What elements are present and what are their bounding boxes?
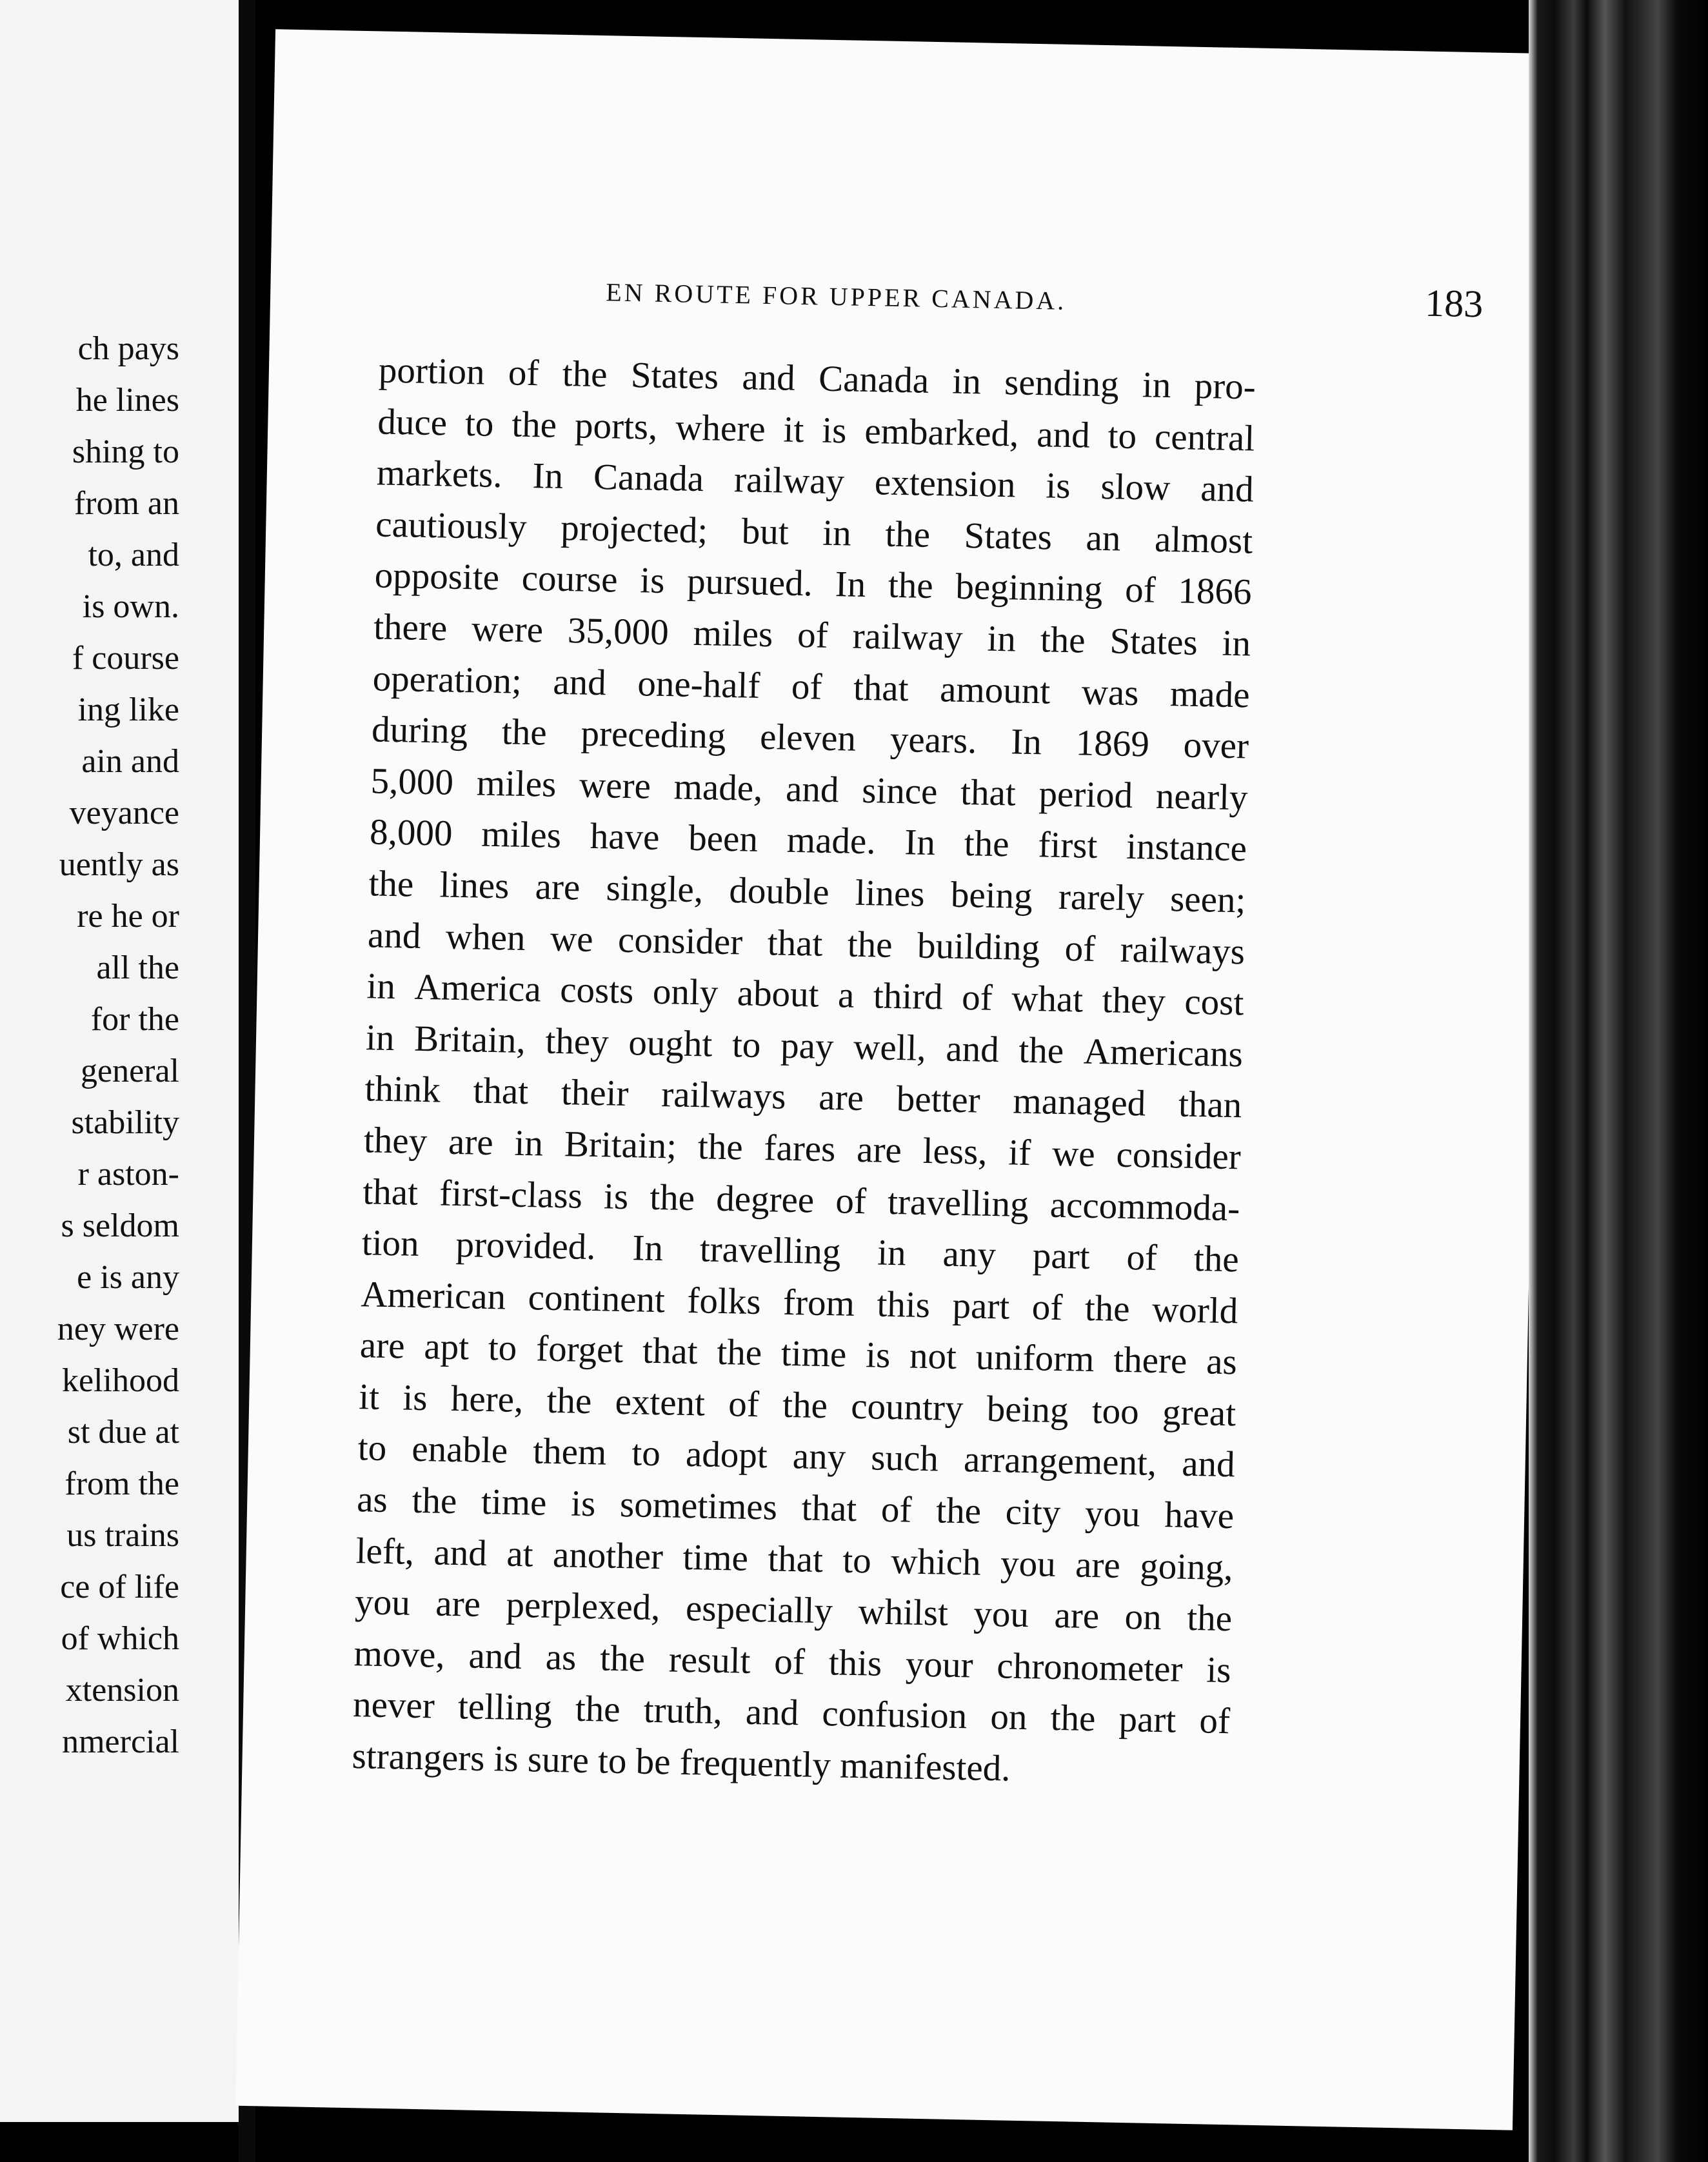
word: accommoda- bbox=[1049, 1184, 1240, 1229]
word: sending bbox=[1004, 362, 1120, 405]
left-page-line: uently as bbox=[59, 846, 179, 883]
word: the bbox=[1040, 619, 1086, 661]
word: and bbox=[433, 1532, 488, 1574]
word: was bbox=[1081, 671, 1140, 713]
word: and bbox=[945, 1028, 1000, 1070]
word: is bbox=[402, 1377, 428, 1419]
word: being bbox=[950, 874, 1033, 917]
left-page-line: kelihood bbox=[62, 1362, 179, 1399]
word: of bbox=[1198, 1700, 1231, 1742]
word: Canada bbox=[818, 358, 929, 401]
word: perplexed, bbox=[505, 1584, 661, 1629]
left-page-line: ce of life bbox=[60, 1569, 179, 1605]
word: they bbox=[1102, 980, 1166, 1022]
word: railways bbox=[660, 1074, 787, 1118]
word: to bbox=[631, 1433, 661, 1474]
word: America bbox=[413, 966, 542, 1010]
word: 35,000 bbox=[567, 610, 670, 653]
word: and bbox=[1036, 413, 1091, 456]
word: you bbox=[354, 1582, 411, 1623]
word: single, bbox=[606, 868, 704, 911]
word: here, bbox=[450, 1378, 524, 1420]
word: are bbox=[1075, 1544, 1121, 1586]
word: the bbox=[964, 823, 1010, 865]
word: that bbox=[853, 667, 909, 709]
word: arrangement, bbox=[963, 1439, 1157, 1484]
word: costs bbox=[559, 969, 634, 1012]
word: not bbox=[909, 1335, 957, 1378]
word: almost bbox=[1154, 519, 1253, 562]
word: what bbox=[1011, 978, 1084, 1020]
word: lines bbox=[439, 864, 510, 907]
word: is bbox=[1045, 465, 1071, 507]
word: central bbox=[1154, 416, 1255, 459]
left-page-line: ing like bbox=[77, 691, 179, 728]
word: the bbox=[697, 1126, 744, 1168]
word: to bbox=[357, 1427, 387, 1469]
word: eleven bbox=[759, 717, 857, 759]
word: are bbox=[856, 1129, 902, 1171]
word: and bbox=[785, 768, 840, 811]
word: States bbox=[1109, 620, 1198, 663]
word: country bbox=[850, 1385, 964, 1429]
word: miles bbox=[481, 814, 562, 857]
left-page-line: all the bbox=[96, 949, 179, 986]
word: on bbox=[989, 1696, 1028, 1738]
word: left, bbox=[355, 1530, 415, 1572]
left-page-line: xtension bbox=[65, 1672, 179, 1709]
word: miles bbox=[476, 762, 557, 805]
word: railway bbox=[733, 459, 845, 502]
word: part bbox=[1118, 1699, 1177, 1741]
word: you bbox=[1084, 1493, 1141, 1535]
word: confusion bbox=[821, 1693, 968, 1737]
word: the bbox=[412, 1480, 457, 1522]
word: move, bbox=[353, 1632, 446, 1676]
word: the bbox=[599, 1638, 646, 1680]
word: to bbox=[1107, 415, 1137, 457]
word: when bbox=[445, 916, 526, 958]
word: first-class bbox=[439, 1173, 583, 1216]
word: of bbox=[1031, 1286, 1063, 1328]
word: truth, bbox=[643, 1690, 723, 1732]
word: railways bbox=[1120, 929, 1246, 972]
word: have bbox=[1164, 1494, 1235, 1537]
word: one-half bbox=[637, 662, 760, 706]
word: world bbox=[1151, 1289, 1238, 1331]
word: over bbox=[1183, 724, 1249, 767]
word: is bbox=[821, 410, 848, 451]
word: and bbox=[1200, 468, 1255, 510]
word: another bbox=[552, 1534, 664, 1577]
word: about bbox=[737, 973, 820, 1015]
word: any bbox=[942, 1233, 997, 1276]
word: sometimes bbox=[619, 1484, 778, 1528]
word: first bbox=[1037, 824, 1098, 867]
word: of bbox=[1064, 927, 1096, 969]
word: the bbox=[1050, 1698, 1096, 1740]
word: too bbox=[1091, 1390, 1140, 1433]
word: that bbox=[801, 1487, 857, 1530]
word: them bbox=[532, 1431, 607, 1474]
word: Canada bbox=[593, 457, 704, 500]
word: in bbox=[365, 1017, 395, 1058]
word: portion bbox=[378, 350, 486, 393]
word: instance bbox=[1126, 826, 1247, 869]
word: as bbox=[356, 1479, 388, 1521]
word: the bbox=[1193, 1238, 1240, 1280]
word: and bbox=[1181, 1443, 1236, 1485]
left-page-line: he lines bbox=[75, 382, 179, 419]
left-page-line: us trains bbox=[66, 1517, 179, 1554]
word: that bbox=[767, 1538, 824, 1580]
word: your bbox=[905, 1643, 974, 1686]
word: that bbox=[642, 1330, 699, 1373]
left-page-line: e is any bbox=[77, 1259, 179, 1296]
word: only bbox=[652, 971, 719, 1013]
word: is bbox=[603, 1175, 629, 1217]
word: it bbox=[358, 1376, 380, 1418]
word: any bbox=[792, 1436, 846, 1478]
word: is bbox=[639, 560, 665, 602]
word: in bbox=[822, 512, 852, 554]
word: the bbox=[1084, 1287, 1131, 1329]
left-page-line: from the bbox=[65, 1465, 179, 1502]
word: part bbox=[1032, 1235, 1091, 1277]
word: fares bbox=[763, 1127, 836, 1170]
word: of bbox=[880, 1489, 913, 1531]
word: cost bbox=[1184, 981, 1244, 1024]
word: during bbox=[371, 709, 468, 752]
body-text bbox=[352, 344, 1256, 1798]
word: this bbox=[828, 1642, 882, 1684]
word: pursued. bbox=[686, 561, 813, 604]
word: and bbox=[741, 357, 796, 399]
running-head bbox=[605, 265, 1484, 326]
word: that bbox=[960, 771, 1017, 814]
word: ought bbox=[628, 1022, 713, 1065]
word: cautiously bbox=[375, 504, 528, 548]
word: of bbox=[728, 1383, 760, 1425]
word: of bbox=[791, 666, 823, 708]
word: In bbox=[835, 564, 866, 606]
word: in bbox=[1142, 364, 1171, 406]
word: of bbox=[797, 614, 829, 656]
word: 5,000 bbox=[370, 760, 454, 803]
word: degree bbox=[715, 1178, 815, 1221]
left-page-line: r aston- bbox=[77, 1156, 179, 1193]
word: the bbox=[1018, 1029, 1064, 1071]
word: the bbox=[546, 1380, 592, 1422]
word: never bbox=[352, 1684, 435, 1727]
word: are bbox=[435, 1583, 481, 1625]
word: were bbox=[579, 764, 651, 807]
word: operation; bbox=[372, 657, 522, 702]
word: of bbox=[773, 1641, 806, 1683]
word: especially bbox=[685, 1588, 833, 1632]
word: the bbox=[888, 565, 934, 607]
word: 1866 bbox=[1177, 570, 1253, 613]
word: continent bbox=[528, 1276, 666, 1320]
word: forget bbox=[535, 1328, 624, 1371]
word: Americans bbox=[1083, 1031, 1244, 1075]
word: provided. bbox=[455, 1224, 597, 1268]
left-page-line: s seldom bbox=[61, 1207, 179, 1244]
word: are bbox=[535, 866, 581, 908]
word: American bbox=[360, 1273, 506, 1318]
word: as bbox=[1206, 1341, 1238, 1383]
page-block-edge bbox=[1529, 0, 1708, 2162]
word: of bbox=[835, 1180, 867, 1222]
left-page-line: ain and bbox=[81, 743, 179, 780]
word: result bbox=[668, 1639, 751, 1681]
word: made. bbox=[786, 820, 877, 862]
word: 8,000 bbox=[369, 811, 453, 855]
word: you bbox=[973, 1593, 1029, 1636]
left-page-line: shing to bbox=[72, 433, 179, 470]
word: and bbox=[468, 1635, 522, 1677]
word: States bbox=[630, 354, 719, 397]
left-facing-page bbox=[0, 0, 239, 2122]
word: and bbox=[552, 661, 607, 703]
word: to bbox=[731, 1024, 762, 1066]
word: of bbox=[1124, 570, 1157, 611]
word: city bbox=[1005, 1491, 1061, 1534]
word: opposite bbox=[374, 555, 500, 599]
word: you bbox=[1000, 1542, 1057, 1585]
running-title: EN ROUTE FOR UPPER CANADA. bbox=[605, 277, 1067, 315]
word: to bbox=[488, 1327, 517, 1369]
word: period bbox=[1038, 773, 1133, 816]
word: well, bbox=[853, 1026, 927, 1069]
word: lines bbox=[855, 872, 926, 915]
word: travelling bbox=[887, 1181, 1029, 1225]
word: beginning bbox=[955, 566, 1104, 610]
word: made bbox=[1169, 673, 1251, 716]
word: the bbox=[782, 1384, 828, 1426]
word: tion bbox=[361, 1222, 420, 1264]
word: the bbox=[575, 1689, 621, 1731]
left-page-line: general bbox=[80, 1053, 179, 1089]
word: years. bbox=[889, 719, 978, 762]
word: since bbox=[861, 769, 938, 812]
word: seen; bbox=[1169, 878, 1246, 921]
word: double bbox=[728, 869, 830, 913]
word: extent bbox=[615, 1381, 706, 1424]
left-page-line: from an bbox=[74, 485, 179, 522]
left-page-line: ney were bbox=[57, 1311, 179, 1347]
word: In bbox=[904, 822, 936, 864]
word: in bbox=[514, 1122, 544, 1164]
word: telling bbox=[457, 1686, 553, 1729]
word: nearly bbox=[1155, 775, 1249, 818]
word: on bbox=[1124, 1596, 1162, 1638]
word: are bbox=[359, 1325, 406, 1367]
word: extension bbox=[874, 462, 1017, 506]
word: great bbox=[1162, 1391, 1236, 1434]
word: but bbox=[741, 511, 789, 553]
word: markets. bbox=[376, 452, 503, 496]
word: time bbox=[682, 1536, 749, 1579]
word: and bbox=[745, 1692, 799, 1734]
word: they bbox=[544, 1020, 610, 1063]
word: the bbox=[368, 863, 414, 905]
word: made, bbox=[673, 766, 763, 809]
left-page-line: st due at bbox=[67, 1414, 179, 1451]
word: of bbox=[1126, 1237, 1158, 1278]
word: 1869 bbox=[1075, 722, 1150, 765]
word: better bbox=[896, 1078, 981, 1121]
left-page-line: veyance bbox=[69, 795, 179, 831]
word: consider bbox=[1116, 1134, 1242, 1178]
word: chronometer bbox=[996, 1645, 1184, 1690]
word: enable bbox=[411, 1429, 508, 1472]
word: we bbox=[550, 918, 594, 960]
word: been bbox=[688, 818, 759, 860]
word: if bbox=[1008, 1132, 1031, 1173]
word: the bbox=[562, 353, 608, 395]
word: the bbox=[501, 711, 548, 753]
left-page-line: of which bbox=[61, 1620, 179, 1657]
left-page-line: stability bbox=[71, 1104, 179, 1141]
word: amount bbox=[939, 668, 1051, 712]
word: preceding bbox=[581, 713, 726, 757]
word: have bbox=[590, 816, 660, 858]
word: States bbox=[964, 515, 1053, 558]
word: slow bbox=[1100, 466, 1171, 509]
word: is bbox=[570, 1483, 596, 1525]
left-page-line: f course bbox=[72, 640, 179, 677]
left-page-line: to, and bbox=[88, 537, 179, 573]
word: the bbox=[847, 924, 893, 966]
word: rarely bbox=[1058, 876, 1145, 919]
word: in bbox=[951, 361, 982, 402]
word: third bbox=[873, 975, 944, 1018]
left-page-line: ch pays bbox=[77, 330, 179, 367]
word: such bbox=[870, 1437, 939, 1480]
word: folks bbox=[686, 1280, 762, 1322]
word: from bbox=[782, 1282, 855, 1324]
word: to bbox=[464, 402, 495, 444]
word: In bbox=[532, 455, 564, 497]
word: is bbox=[1206, 1649, 1232, 1691]
word: that bbox=[362, 1171, 419, 1213]
word: pay bbox=[780, 1025, 835, 1067]
word: are bbox=[448, 1121, 494, 1163]
word: embarked, bbox=[864, 410, 1019, 455]
word: apt bbox=[423, 1326, 470, 1368]
word: the bbox=[716, 1332, 762, 1374]
word: the bbox=[511, 404, 557, 446]
word: being bbox=[986, 1388, 1069, 1431]
word: were bbox=[471, 608, 544, 651]
word: In bbox=[1010, 721, 1042, 763]
word: of bbox=[961, 977, 993, 1019]
word: is bbox=[865, 1334, 891, 1376]
word: course bbox=[521, 558, 619, 601]
main-page bbox=[235, 29, 1552, 2130]
word: the bbox=[649, 1176, 695, 1218]
word: miles bbox=[693, 612, 773, 655]
word: to bbox=[842, 1540, 872, 1582]
word: ports, bbox=[574, 404, 658, 448]
word: projected; bbox=[560, 507, 708, 551]
left-page-line: re he or bbox=[77, 898, 179, 935]
word: in bbox=[877, 1232, 907, 1274]
word: travelling bbox=[699, 1229, 841, 1273]
word: pro- bbox=[1194, 365, 1256, 408]
word: are bbox=[1053, 1595, 1100, 1637]
word: Britain, bbox=[413, 1018, 526, 1061]
page-number: 183 bbox=[1424, 281, 1484, 326]
word: in bbox=[1222, 622, 1251, 664]
word: consider bbox=[617, 919, 743, 962]
word: Britain; bbox=[564, 1124, 677, 1167]
word: are bbox=[818, 1077, 864, 1119]
word: there bbox=[1113, 1339, 1187, 1382]
text-line-content: strangers is sure to be frequently manifested. bbox=[352, 1736, 1011, 1789]
word: where bbox=[675, 406, 766, 450]
word: part bbox=[951, 1285, 1010, 1327]
word: the bbox=[1186, 1598, 1233, 1640]
word: uniform bbox=[975, 1336, 1095, 1380]
word: there bbox=[373, 606, 448, 649]
word: and bbox=[367, 914, 422, 957]
word: time bbox=[481, 1481, 548, 1523]
left-page-line: nmercial bbox=[62, 1723, 179, 1760]
word: we bbox=[1051, 1133, 1096, 1175]
word: they bbox=[363, 1120, 428, 1162]
word: as bbox=[545, 1636, 577, 1678]
word: going, bbox=[1139, 1545, 1234, 1588]
word: adopt bbox=[685, 1434, 768, 1476]
word: at bbox=[506, 1533, 534, 1575]
left-page-line: for the bbox=[90, 1001, 179, 1038]
word: think bbox=[364, 1068, 441, 1111]
word: an bbox=[1085, 517, 1121, 559]
word: this bbox=[876, 1284, 931, 1325]
word: In bbox=[631, 1227, 664, 1269]
word: time bbox=[780, 1333, 847, 1375]
word: that bbox=[473, 1070, 529, 1113]
word: the bbox=[935, 1490, 982, 1532]
word: which bbox=[890, 1540, 982, 1583]
word: in bbox=[986, 618, 1017, 660]
word: railway bbox=[852, 615, 964, 659]
left-page-line: is own. bbox=[82, 588, 179, 625]
word: less, bbox=[922, 1130, 988, 1173]
word: whilst bbox=[857, 1591, 949, 1634]
word: the bbox=[884, 513, 931, 555]
word: that bbox=[767, 922, 823, 964]
word: duce bbox=[377, 401, 448, 444]
word: of bbox=[508, 352, 540, 394]
word: in bbox=[366, 966, 396, 1007]
word: managed bbox=[1012, 1080, 1146, 1124]
word: it bbox=[783, 409, 804, 450]
word: than bbox=[1178, 1084, 1242, 1126]
word: building bbox=[917, 925, 1040, 968]
word: their bbox=[561, 1072, 630, 1115]
word: a bbox=[837, 975, 855, 1016]
